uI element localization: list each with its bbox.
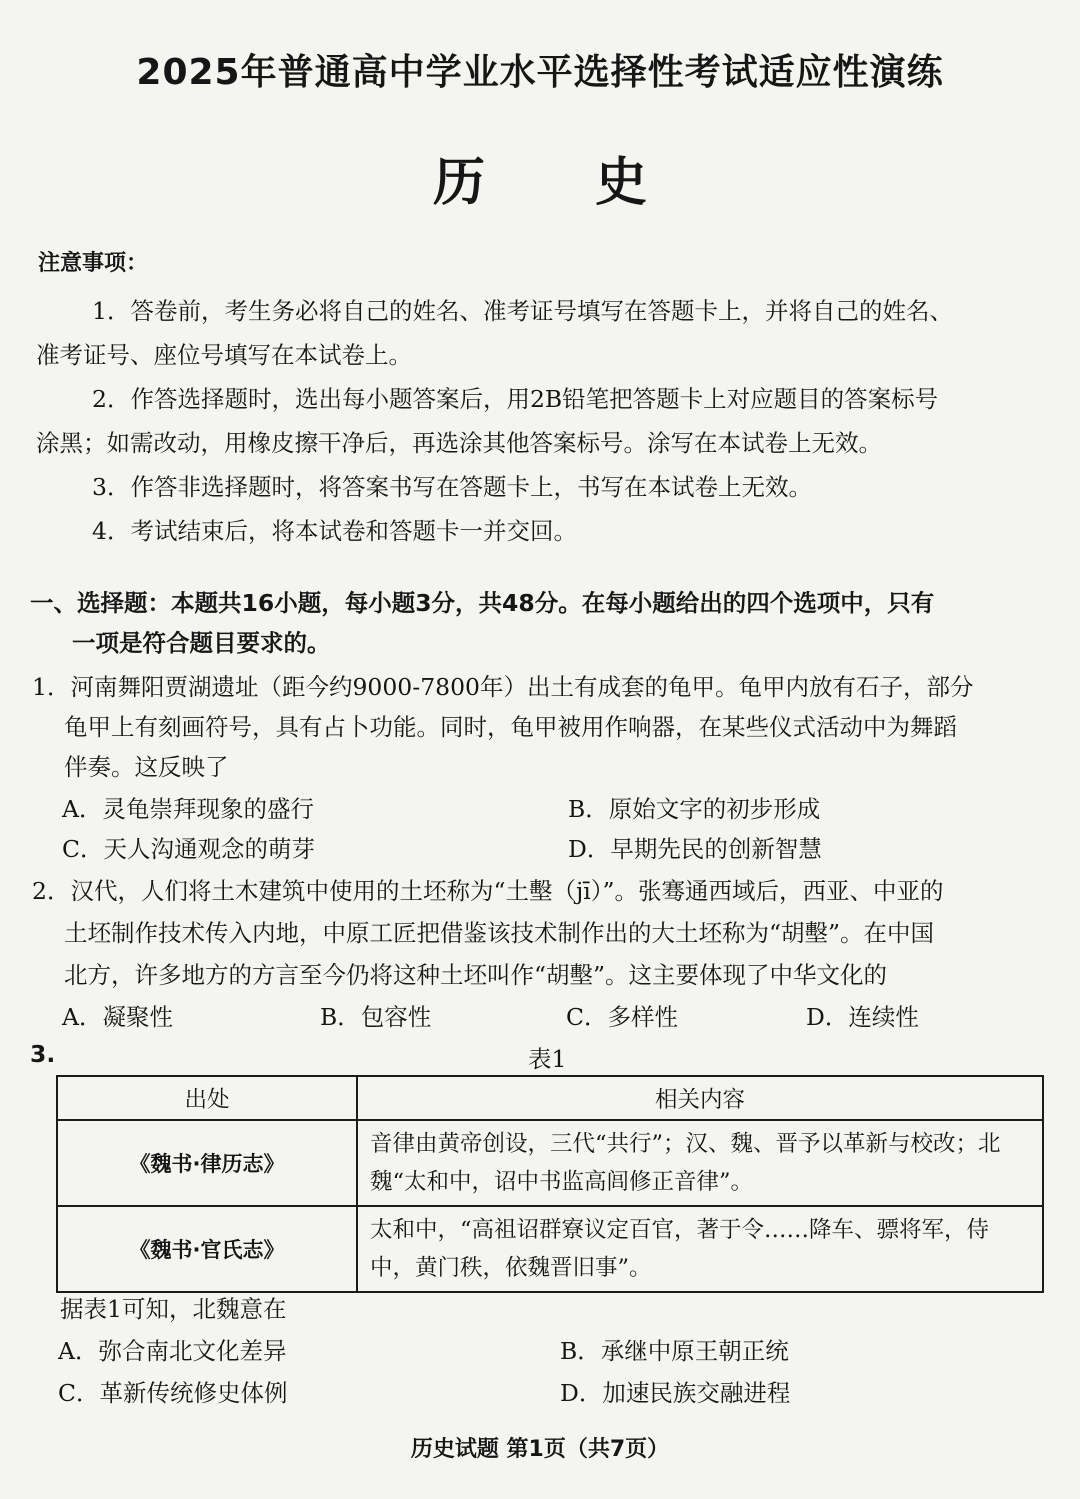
question-3-number: 3. xyxy=(30,1040,56,1068)
subject-title: 历史 xyxy=(432,153,757,213)
question-2-option-a: A．凝聚性 xyxy=(62,1003,173,1031)
question-3-stem: 据表1可知，北魏意在 xyxy=(60,1295,287,1323)
table-cell-source: 《魏书·官氏志》 xyxy=(57,1206,357,1292)
notice-label: 注意事项： xyxy=(38,251,149,276)
section-heading-line-1: 一、选择题：本题共16小题，每小题3分，共48分。在每小题给出的四个选项中，只有 xyxy=(30,589,935,617)
notice-item-2-line-1: 2．作答选择题时，选出每小题答案后，用2B铅笔把答题卡上对应题目的答案标号 xyxy=(92,385,939,413)
table-1 xyxy=(56,1075,1044,1293)
question-2-option-d: D．连续性 xyxy=(806,1003,919,1031)
table-row xyxy=(57,1206,1043,1292)
page-footer: 历史试题 第1页（共7页） xyxy=(410,1437,670,1462)
table-cell-content: 音律由黄帝创设，三代“共行”；汉、魏、晋予以革新与校改；北魏“太和中，诏中书监高闾修正音律”。 xyxy=(357,1120,1043,1206)
table-cell-content: 太和中，“高祖诏群寮议定百官，著于令……降车、骠将军，侍中，黄门秩，依魏晋旧事”。 xyxy=(357,1206,1043,1292)
exam-title: 2025年普通高中学业水平选择性考试适应性演练 xyxy=(136,52,944,93)
question-2-option-b: B．包容性 xyxy=(320,1003,432,1031)
notice-item-4: 4．考试结束后，将本试卷和答题卡一并交回。 xyxy=(92,517,577,545)
table-row xyxy=(57,1120,1043,1206)
question-3-option-b: B．承继中原王朝正统 xyxy=(560,1337,789,1365)
notice-item-1-line-1: 1．答卷前，考生务必将自己的姓名、准考证号填写在答题卡上，并将自己的姓名、 xyxy=(92,297,953,325)
table-cell-source: 《魏书·律历志》 xyxy=(57,1120,357,1206)
table-header-source: 出处 xyxy=(57,1076,357,1120)
question-2-stem-line-3: 北方，许多地方的方言至今仍将这种土坯叫作“胡墼”。这主要体现了中华文化的 xyxy=(64,961,888,989)
question-2-stem-line-1: 2．汉代，人们将土木建筑中使用的土坯称为“土墼（jī）”。张骞通西域后，西亚、中亚的 xyxy=(32,877,944,905)
section-heading-line-2: 一项是符合题目要求的。 xyxy=(72,629,331,657)
table-header-row xyxy=(57,1076,1043,1120)
question-2-stem-line-2: 土坯制作技术传入内地，中原工匠把借鉴该技术制作出的大土坯称为“胡墼”。在中国 xyxy=(64,919,935,947)
question-1-stem-line-2: 龟甲上有刻画符号，具有占卜功能。同时，龟甲被用作响器，在某些仪式活动中为舞蹈 xyxy=(64,713,957,741)
question-2-option-c: C．多样性 xyxy=(566,1003,678,1031)
question-1-option-c: C．天人沟通观念的萌芽 xyxy=(62,835,315,863)
question-1-option-b: B．原始文字的初步形成 xyxy=(568,795,821,823)
notice-item-1-line-2: 准考证号、座位号填写在本试卷上。 xyxy=(36,341,412,369)
question-3-option-d: D．加速民族交融进程 xyxy=(560,1379,791,1407)
table-header-content: 相关内容 xyxy=(357,1076,1043,1120)
question-3-option-c: C．革新传统修史体例 xyxy=(58,1379,288,1407)
question-1-option-a: A．灵龟崇拜现象的盛行 xyxy=(62,795,314,823)
notice-item-2-line-2: 涂黑；如需改动，用橡皮擦干净后，再选涂其他答案标号。涂写在本试卷上无效。 xyxy=(36,429,882,457)
question-1-stem-line-1: 1．河南舞阳贾湖遗址（距今约9000-7800年）出土有成套的龟甲。龟甲内放有石子，部分 xyxy=(32,673,974,701)
question-1-stem-line-3: 伴奏。这反映了 xyxy=(64,753,229,781)
question-3-option-a: A．弥合南北文化差异 xyxy=(58,1337,287,1365)
table-1-title: 表1 xyxy=(528,1045,567,1073)
question-1-option-d: D．早期先民的创新智慧 xyxy=(568,835,822,863)
notice-item-3: 3．作答非选择题时，将答案书写在答题卡上，书写在本试卷上无效。 xyxy=(92,473,812,501)
